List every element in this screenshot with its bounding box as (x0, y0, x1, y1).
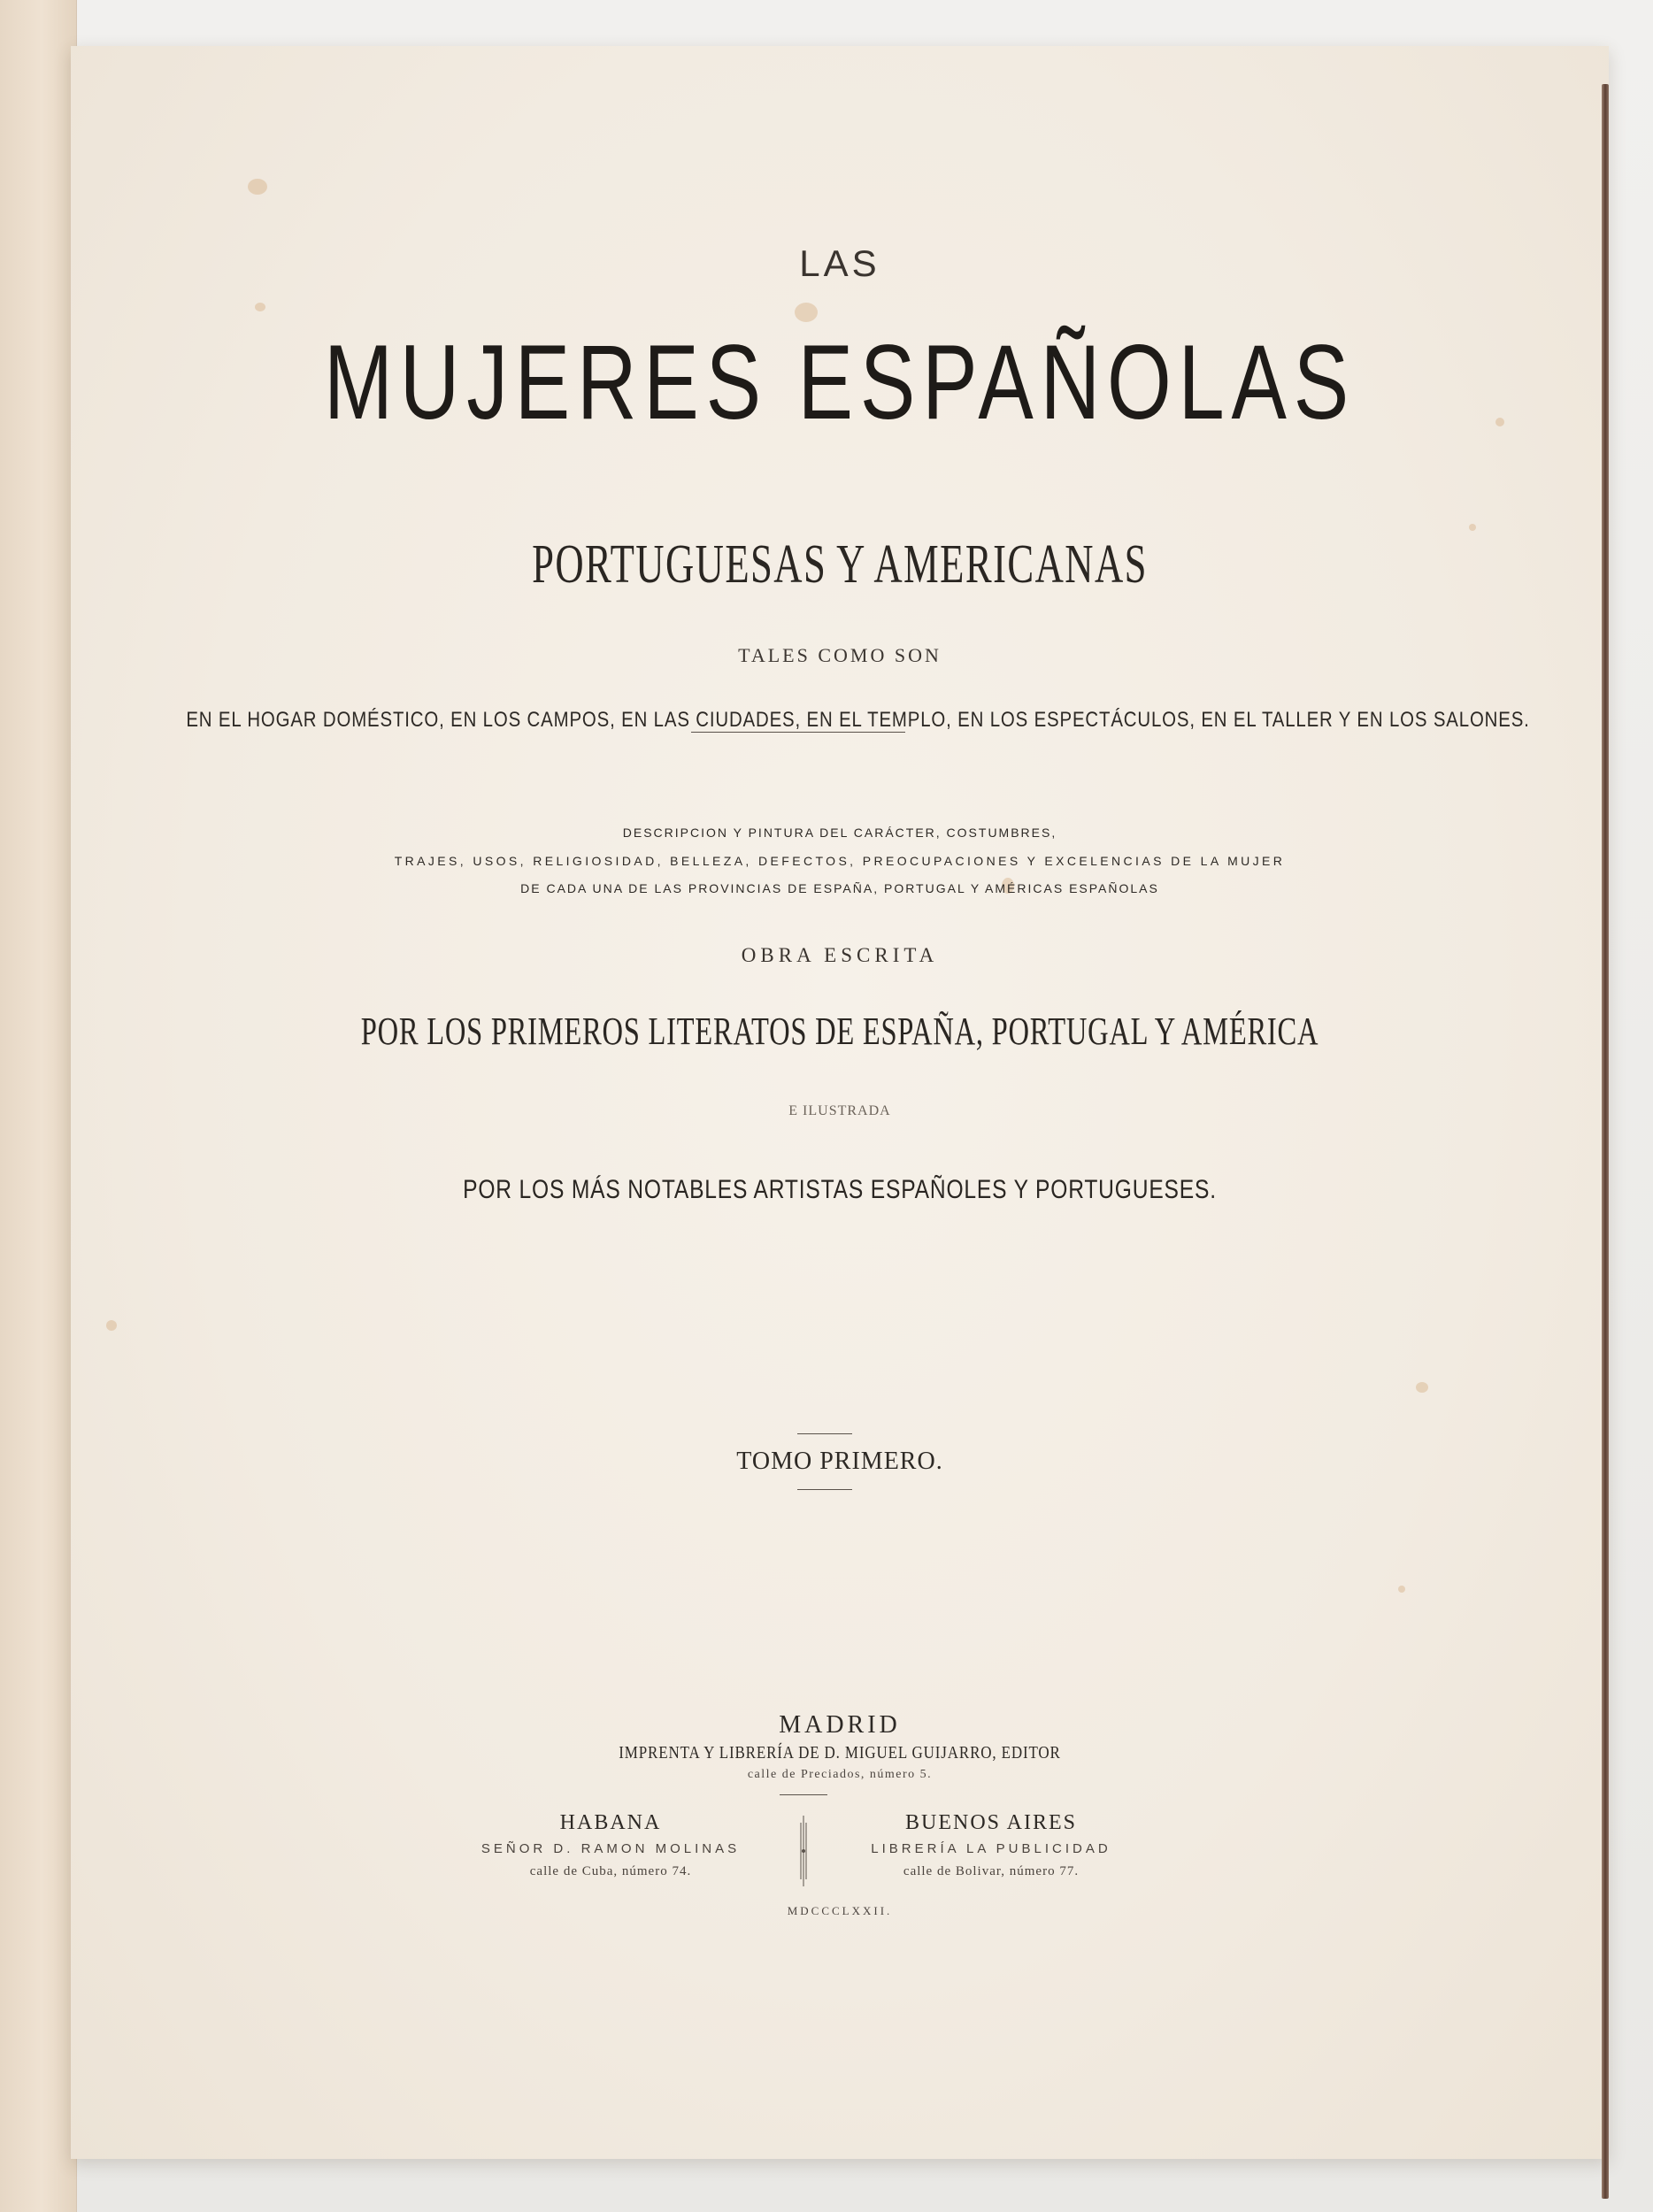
obra-escrita: OBRA ESCRITA (741, 944, 939, 966)
description-line-3: DE CADA UNA DE LAS PROVINCIAS DE ESPAÑA, PORTUGAL Y AMÉRICAS ESPAÑOLAS (520, 881, 1159, 895)
foxing-spot (1416, 1382, 1428, 1393)
imprint-address-buenos-aires: calle de Bolivar, número 77. (903, 1864, 1080, 1878)
tales-como-son: TALES COMO SON (738, 644, 942, 666)
foxing-spot (255, 303, 265, 311)
volume-rule-top (797, 1433, 852, 1434)
e-ilustrada: E ILUSTRADA (788, 1103, 891, 1118)
main-title: MUJERES ESPAÑOLAS (324, 323, 1356, 442)
imprint-city-buenos-aires: BUENOS AIRES (904, 1811, 1078, 1834)
foxing-spot (1398, 1586, 1405, 1593)
divider-rule (691, 732, 905, 733)
subtitle: PORTUGUESAS Y AMERICANAS (532, 534, 1148, 595)
imprint-address-habana: calle de Cuba, número 74. (529, 1864, 692, 1878)
imprint-rule (780, 1794, 827, 1795)
imprint-publisher: IMPRENTA Y LIBRERÍA DE D. MIGUEL GUIJARRO, EDITOR (619, 1743, 1061, 1763)
preceding-leaf-edge (0, 0, 77, 2212)
artists-line: POR LOS MÁS NOTABLES ARTISTAS ESPAÑOLES Y PORTUGUESES. (463, 1175, 1217, 1204)
volume-rule-bottom (797, 1489, 852, 1490)
foxing-spot (1469, 524, 1476, 531)
publication-year: MDCCCLXXII. (787, 1904, 893, 1917)
imprint-city-habana: HABANA (559, 1811, 662, 1834)
foxing-spot (1495, 418, 1504, 426)
description-line-2: TRAJES, USOS, RELIGIOSIDAD, BELLEZA, DEFECTOS, PREOCUPACIONES Y EXCELENCIAS DE LA MUJER (394, 854, 1286, 868)
title-article: LAS (799, 242, 880, 284)
foxing-spot (106, 1320, 117, 1331)
volume-label: TOMO PRIMERO. (736, 1448, 943, 1475)
imprint-place-buenos-aires: LIBRERÍA LA PUBLICIDAD (871, 1841, 1111, 1856)
binding-edge (1602, 84, 1609, 2199)
imprint-city-madrid: MADRID (779, 1711, 901, 1739)
authors-line: POR LOS PRIMEROS LITERATOS DE ESPAÑA, PORTUGAL Y AMÉRICA (360, 1010, 1319, 1053)
imprint-buenos-aires (805, 1812, 1177, 1883)
foxing-spot (795, 303, 818, 322)
imprint-habana (425, 1812, 796, 1883)
description-line-1: DESCRIPCION Y PINTURA DEL CARÁCTER, COSTUMBRES, (622, 826, 1057, 840)
title-page (71, 46, 1609, 2159)
imprint-address-madrid: calle de Preciados, número 5. (747, 1768, 933, 1781)
foxing-spot (248, 179, 267, 195)
imprint-place-habana: SEÑOR D. RAMON MOLINAS (481, 1841, 741, 1856)
places-line: EN EL HOGAR DOMÉSTICO, EN LOS CAMPOS, EN LAS CIUDADES, EN EL TEMPLO, EN LOS ESPECTÁCULOS, EN EL TALLER Y EN LOS SALONES. (186, 708, 1530, 732)
